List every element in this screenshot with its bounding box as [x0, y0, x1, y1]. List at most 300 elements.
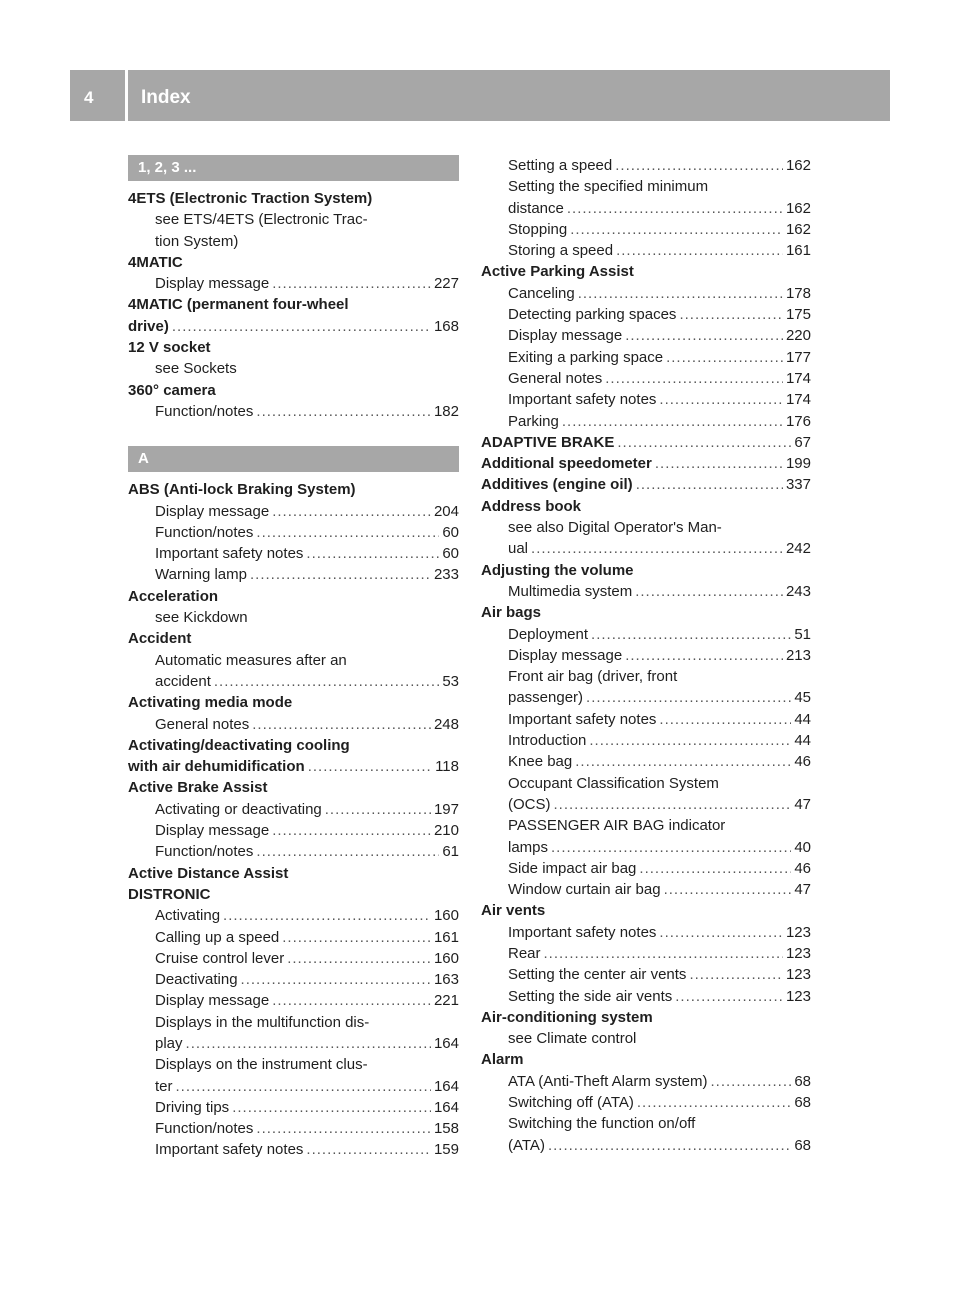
entry-text: 4MATIC (permanent four-wheel [128, 296, 349, 314]
page-reference[interactable]: 60 [442, 523, 459, 541]
page-reference[interactable]: 182 [433, 402, 459, 420]
page-reference[interactable]: 123 [785, 944, 811, 962]
index-subentry [481, 858, 811, 879]
page-reference[interactable]: 204 [433, 502, 459, 520]
index-subentry [481, 304, 811, 325]
dot-leader [256, 522, 439, 543]
entry-text: Front air bag (driver, front [508, 668, 678, 686]
index-subentry [128, 1054, 459, 1075]
dot-leader [616, 240, 783, 261]
entry-text: Acceleration [128, 587, 219, 605]
entry-text: Function/notes [155, 523, 254, 541]
entry-text: see also Digital Operator's Man- [508, 519, 722, 537]
entry-text: distance [508, 199, 564, 217]
page-reference[interactable]: 175 [785, 306, 811, 324]
index-subentry [128, 948, 459, 969]
dot-leader [664, 879, 792, 900]
index-subentry [481, 837, 811, 858]
entry-text: Stopping [508, 220, 568, 238]
dot-leader [617, 432, 791, 453]
entry-text: see Climate control [508, 1030, 637, 1048]
entry-text: Knee bag [508, 753, 573, 771]
index-entry [128, 479, 459, 500]
page-reference[interactable]: 123 [785, 966, 811, 984]
index-subentry [128, 820, 459, 841]
entry-text: Occupant Classification System [508, 774, 719, 792]
index-entry [481, 560, 811, 581]
entry-text: DISTRONIC [128, 885, 211, 903]
index-subentry [481, 240, 811, 261]
entry-text: Cruise control lever [155, 949, 285, 967]
page-reference[interactable]: 45 [794, 689, 811, 707]
index-subentry [128, 927, 459, 948]
dot-leader [637, 1092, 791, 1113]
dot-leader [232, 1097, 431, 1118]
entry-text: 360° camera [128, 381, 216, 399]
dot-leader [306, 1139, 431, 1160]
entry-text: see Kickdown [155, 609, 248, 627]
entry-text: Switching off (ATA) [508, 1094, 634, 1112]
dot-leader [589, 730, 791, 751]
page-reference[interactable]: 164 [433, 1077, 459, 1095]
dot-leader [689, 964, 783, 985]
dot-leader [659, 709, 791, 730]
dot-leader [675, 986, 783, 1007]
entry-text: Setting the center air vents [508, 966, 687, 984]
page-reference[interactable]: 40 [794, 838, 811, 856]
dot-leader [544, 943, 783, 964]
entry-text: ABS (Anti-lock Braking System) [128, 481, 356, 499]
page-reference[interactable]: 118 [435, 758, 459, 776]
dot-leader [605, 368, 783, 389]
dot-leader [570, 219, 783, 240]
index-subentry [481, 411, 811, 432]
entry-text: Activating or deactivating [155, 800, 322, 818]
index-subentry [481, 581, 811, 602]
entry-text: Display message [508, 327, 623, 345]
page-reference[interactable]: 162 [785, 199, 811, 217]
page-reference[interactable]: 51 [794, 625, 811, 643]
index-subentry [128, 522, 459, 543]
index-subentry [128, 1139, 459, 1160]
page-reference[interactable]: 67 [794, 433, 811, 451]
entry-text: Important safety notes [155, 545, 304, 563]
index-subentry [481, 389, 811, 410]
entry-text: Active Brake Assist [128, 779, 268, 797]
entry-text: play [155, 1034, 183, 1052]
index-entry [481, 261, 811, 282]
dot-leader [308, 756, 432, 777]
entry-text: Accident [128, 630, 192, 648]
page-reference[interactable]: 177 [785, 348, 811, 366]
index-subentry [128, 990, 459, 1011]
page-reference[interactable]: 68 [794, 1072, 811, 1090]
dot-leader [325, 799, 431, 820]
entry-text: Activating [155, 907, 221, 925]
section-header: A [128, 446, 459, 472]
index-subentry [481, 219, 811, 240]
entry-text: Display message [155, 275, 270, 293]
page-title: Index [141, 87, 191, 108]
index-subentry [481, 943, 811, 964]
index-subentry [481, 347, 811, 368]
dot-leader [659, 389, 783, 410]
index-subentry [481, 325, 811, 346]
entry-text: Function/notes [155, 843, 254, 861]
entry-text: Introduction [508, 732, 587, 750]
dot-leader [554, 794, 792, 815]
dot-leader [548, 1135, 791, 1156]
entry-text: Multimedia system [508, 582, 633, 600]
page-reference[interactable]: 60 [442, 545, 459, 563]
dot-leader [241, 969, 431, 990]
index-entry [128, 777, 459, 798]
dot-leader [635, 581, 783, 602]
index-subentry [128, 650, 459, 671]
entry-text: tion System) [155, 232, 239, 250]
page-reference[interactable]: 227 [433, 275, 459, 293]
dot-leader [252, 714, 431, 735]
index-subentry [481, 964, 811, 985]
index-entry [481, 900, 811, 921]
entry-text: Active Distance Assist [128, 864, 289, 882]
dot-leader [636, 474, 783, 495]
entry-text: Display message [508, 646, 623, 664]
entry-text: (OCS) [508, 795, 551, 813]
index-subentry [481, 751, 811, 772]
entry-text: passenger) [508, 689, 584, 707]
index-subentry [128, 501, 459, 522]
page-reference[interactable]: 178 [785, 284, 811, 302]
index-subentry [128, 209, 459, 230]
page-reference[interactable]: 162 [785, 157, 811, 174]
index-subentry [128, 1012, 459, 1033]
entry-text: Display message [155, 992, 270, 1010]
index-entry [128, 756, 459, 777]
page-reference[interactable]: 197 [433, 800, 459, 818]
index-entry [481, 496, 811, 517]
entry-text: Window curtain air bag [508, 881, 661, 899]
page-reference[interactable]: 176 [785, 412, 811, 430]
page-reference[interactable]: 221 [433, 992, 459, 1010]
dot-leader [223, 905, 431, 926]
index-subentry [128, 358, 459, 379]
page-reference[interactable]: 243 [785, 582, 811, 600]
entry-text: Important safety notes [155, 1141, 304, 1159]
index-subentry [128, 1097, 459, 1118]
index-subentry [481, 773, 811, 794]
dot-leader [679, 304, 783, 325]
index-subentry [481, 624, 811, 645]
entry-text: Display message [155, 822, 270, 840]
index-subentry [128, 273, 459, 294]
page-reference[interactable]: 168 [433, 317, 459, 335]
page-reference[interactable]: 160 [433, 949, 459, 967]
entry-text: Switching the function on/off [508, 1115, 696, 1133]
index-subentry [481, 709, 811, 730]
page-reference[interactable]: 163 [433, 971, 459, 989]
dot-leader [250, 564, 431, 585]
entry-text: Air bags [481, 604, 542, 622]
index-subentry [128, 799, 459, 820]
index-entry [128, 316, 459, 337]
page-reference[interactable]: 213 [785, 646, 811, 664]
entry-text: Displays in the multifunction dis- [155, 1013, 370, 1031]
entry-text: Active Parking Assist [481, 263, 634, 281]
page-reference[interactable]: 44 [794, 710, 811, 728]
index-entry [128, 337, 459, 358]
index-subentry [128, 607, 459, 628]
index-subentry [128, 841, 459, 862]
entry-text: ATA (Anti-Theft Alarm system) [508, 1072, 708, 1090]
index-subentry [481, 879, 811, 900]
index-subentry [481, 1135, 811, 1156]
entry-text: Driving tips [155, 1098, 230, 1116]
dot-leader [256, 1118, 431, 1139]
index-subentry [481, 1092, 811, 1113]
index-subentry [481, 198, 811, 219]
index-entry [481, 1049, 811, 1070]
dot-leader [551, 837, 791, 858]
dot-leader [176, 1076, 431, 1097]
index-entry [481, 474, 811, 495]
entry-text: Air vents [481, 902, 546, 920]
section-header: 1, 2, 3 ... [128, 155, 459, 181]
entry-text: Exiting a parking space [508, 348, 664, 366]
page-reference[interactable]: 164 [433, 1034, 459, 1052]
page-reference[interactable]: 210 [433, 822, 459, 840]
index-subentry [481, 922, 811, 943]
index-entry [128, 380, 459, 401]
index-subentry [128, 1118, 459, 1139]
index-subentry [128, 1076, 459, 1097]
entry-text: Calling up a speed [155, 928, 280, 946]
dot-leader [531, 538, 783, 559]
dot-leader [659, 922, 783, 943]
page-reference[interactable]: 248 [433, 715, 459, 733]
index-subentry [128, 969, 459, 990]
entry-text: Function/notes [155, 402, 254, 420]
index-column-left [128, 155, 459, 1161]
dot-leader [272, 501, 431, 522]
page-reference[interactable]: 68 [794, 1094, 811, 1112]
dot-leader [562, 411, 783, 432]
page-reference[interactable]: 46 [794, 753, 811, 771]
index-entry [481, 1007, 811, 1028]
index-subentry [128, 1033, 459, 1054]
page-reference[interactable]: 337 [785, 476, 811, 494]
index-entry [128, 735, 459, 756]
dot-leader [710, 1071, 791, 1092]
index-subentry [128, 543, 459, 564]
index-entry [481, 432, 811, 453]
entry-text: Storing a speed [508, 242, 614, 260]
index-subentry [481, 666, 811, 687]
index-subentry [481, 687, 811, 708]
entry-text: Warning lamp [155, 566, 247, 584]
page-number: 4 [84, 88, 94, 107]
page-reference[interactable]: 162 [785, 220, 811, 238]
index-subentry [481, 794, 811, 815]
entry-text: Rear [508, 944, 541, 962]
entry-text: Deactivating [155, 971, 238, 989]
entry-text: Canceling [508, 284, 575, 302]
index-entry [481, 453, 811, 474]
entry-text: Displays on the instrument clus- [155, 1056, 368, 1074]
entry-text: Important safety notes [508, 391, 657, 409]
entry-text: Activating/deactivating cooling [128, 736, 350, 754]
entry-text: lamps [508, 838, 549, 856]
page-reference[interactable]: 47 [794, 881, 811, 899]
entry-text: see ETS/4ETS (Electronic Trac- [155, 211, 368, 229]
page-reference[interactable]: 47 [794, 795, 811, 813]
entry-text: 4ETS (Electronic Traction System) [128, 190, 373, 207]
entry-text: Activating media mode [128, 694, 293, 712]
page-reference[interactable]: 160 [433, 907, 459, 925]
dot-leader [256, 841, 439, 862]
entry-text: accident [155, 672, 211, 690]
dot-leader [282, 927, 431, 948]
entry-text: Address book [481, 497, 582, 515]
index-subentry [481, 283, 811, 304]
index-subentry [481, 538, 811, 559]
index-subentry [128, 231, 459, 252]
header-bar [70, 70, 890, 121]
page-reference[interactable]: 53 [442, 672, 459, 690]
index-subentry [481, 730, 811, 751]
index-subentry [481, 1113, 811, 1134]
entry-text: General notes [155, 715, 250, 733]
page-reference[interactable]: 233 [433, 566, 459, 584]
entry-text: General notes [508, 369, 603, 387]
entry-text: Detecting parking spaces [508, 306, 677, 324]
index-subentry [481, 645, 811, 666]
index-subentry [128, 401, 459, 422]
entry-text: with air dehumidification [128, 758, 305, 776]
entry-text: 4MATIC [128, 253, 183, 271]
index-subentry [481, 517, 811, 538]
page-reference[interactable]: 159 [433, 1141, 459, 1159]
entry-text: Setting a speed [508, 157, 613, 174]
entry-text: Parking [508, 412, 559, 430]
page-reference[interactable]: 220 [785, 327, 811, 345]
page-reference[interactable]: 123 [785, 923, 811, 941]
entry-text: Alarm [481, 1051, 524, 1069]
page-reference[interactable]: 123 [785, 987, 811, 1005]
entry-text: Additives (engine oil) [481, 476, 633, 494]
dot-leader [639, 858, 791, 879]
dot-leader [186, 1033, 431, 1054]
entry-text: ual [508, 540, 529, 558]
page-reference[interactable]: 68 [794, 1136, 811, 1154]
dot-leader [591, 624, 791, 645]
index-entry [128, 884, 459, 905]
index-subentry [481, 815, 811, 836]
header-divider [125, 70, 128, 121]
entry-text: Function/notes [155, 1120, 254, 1138]
dot-leader [306, 543, 439, 564]
dot-leader [615, 155, 783, 176]
dot-leader [575, 751, 791, 772]
page-reference[interactable]: 199 [785, 455, 811, 473]
page-reference[interactable]: 242 [785, 540, 811, 558]
page-reference[interactable]: 164 [433, 1098, 459, 1116]
index-subentry [128, 564, 459, 585]
index-column-right [481, 155, 811, 1156]
entry-text: 12 V socket [128, 339, 211, 357]
entry-text: see Sockets [155, 360, 237, 378]
dot-leader [625, 325, 783, 346]
page-reference[interactable]: 161 [433, 928, 459, 946]
dot-leader [272, 273, 431, 294]
index-entry [128, 252, 459, 273]
entry-text: Important safety notes [508, 923, 657, 941]
index-entry [128, 294, 459, 315]
entry-text: (ATA) [508, 1136, 545, 1154]
dot-leader [625, 645, 783, 666]
page-reference[interactable]: 174 [785, 369, 811, 387]
page-reference[interactable]: 46 [794, 859, 811, 877]
dot-leader [578, 283, 783, 304]
page-reference[interactable]: 161 [785, 242, 811, 260]
dot-leader [287, 948, 431, 969]
page-reference[interactable]: 174 [785, 391, 811, 409]
index-entry [128, 586, 459, 607]
index-subentry [128, 714, 459, 735]
entry-text: Important safety notes [508, 710, 657, 728]
entry-text: Adjusting the volume [481, 561, 634, 579]
index-entry [128, 188, 459, 209]
entry-text: Deployment [508, 625, 589, 643]
index-entry [128, 692, 459, 713]
dot-leader [567, 198, 783, 219]
dot-leader [172, 316, 431, 337]
dot-leader [655, 453, 783, 474]
entry-text: Side impact air bag [508, 859, 637, 877]
dot-leader [214, 671, 439, 692]
entry-text: ter [155, 1077, 173, 1095]
entry-text: PASSENGER AIR BAG indicator [508, 817, 726, 835]
index-entry [481, 602, 811, 623]
dot-leader [666, 347, 783, 368]
index-subentry [481, 368, 811, 389]
index-subentry [481, 1071, 811, 1092]
dot-leader [272, 820, 431, 841]
entry-text: Automatic measures after an [155, 651, 347, 669]
entry-text: Air-conditioning system [481, 1008, 653, 1026]
index-entry [128, 863, 459, 884]
entry-text: Setting the specified minimum [508, 178, 709, 196]
entry-text: Additional speedometer [481, 455, 652, 473]
entry-text: ADAPTIVE BRAKE [481, 433, 615, 451]
dot-leader [256, 401, 431, 422]
index-subentry [128, 905, 459, 926]
index-subentry [481, 155, 811, 176]
index-subentry [481, 986, 811, 1007]
index-subentry [481, 1028, 811, 1049]
page-reference[interactable]: 158 [433, 1120, 459, 1138]
index-entry [128, 628, 459, 649]
page-reference[interactable]: 44 [794, 732, 811, 750]
entry-text: Display message [155, 502, 270, 520]
entry-text: Setting the side air vents [508, 987, 673, 1005]
page-reference[interactable]: 61 [442, 843, 459, 861]
dot-leader [586, 687, 791, 708]
index-subentry [481, 176, 811, 197]
entry-text: drive) [128, 317, 169, 335]
dot-leader [272, 990, 431, 1011]
index-subentry [128, 671, 459, 692]
